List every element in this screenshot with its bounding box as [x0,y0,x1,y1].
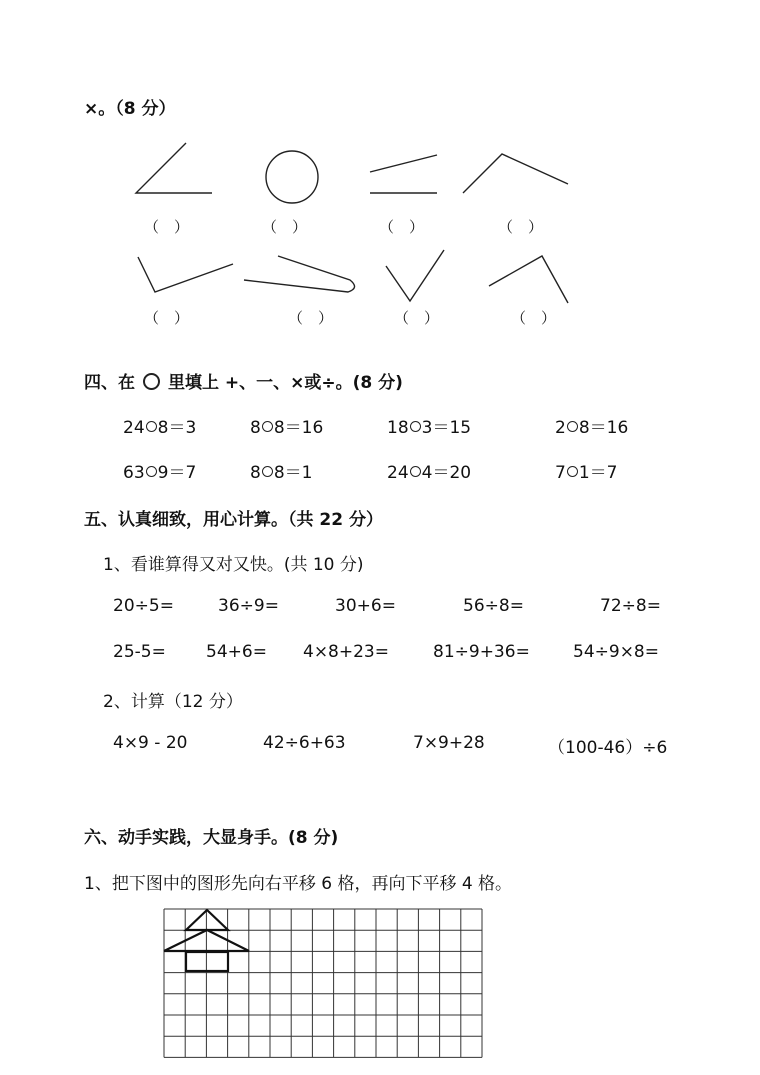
house-body-rect [186,952,228,971]
calc-7: 54+6= [206,642,267,662]
s4-equation-6: 8 8＝1 [250,463,313,483]
section6-task1: 1、把下图中的图形先向右平移 6 格，再向下平移 4 格。 [84,874,513,894]
calc-9: 81÷9+36= [433,642,530,662]
s4-equation-1: 24 8＝3 [123,418,197,438]
calc-6: 25-5= [113,642,166,662]
answer-paren-1[interactable]: （ ） [144,218,190,236]
s4-equation-4: 2 8＝16 [555,418,629,438]
section5-part2-title: 2、计算（12 分） [103,692,243,712]
s4-equation-5: 63 9＝7 [123,463,197,483]
calc-4: 56÷8= [463,596,524,616]
calc-3: 30+6= [335,596,396,616]
calc-12: 42÷6+63 [263,733,346,753]
calc-2: 36÷9= [218,596,279,616]
calc-5: 72÷8= [600,596,661,616]
calc-8: 4×8+23= [303,642,389,662]
calc-1: 20÷5= [113,596,174,616]
s4-equation-3: 18 3＝15 [387,418,472,438]
s4-equation-8: 7 1＝7 [555,463,618,483]
answer-paren-5[interactable]: （ ） [144,309,190,327]
section3-tail: ×。（8 分） [84,99,176,119]
s4-equation-7: 24 4＝20 [387,463,472,483]
section4-heading-pre: 四、在 [84,373,135,393]
answer-paren-2[interactable]: （ ） [262,218,308,236]
answer-paren-7[interactable]: （ ） [394,309,440,327]
answer-paren-8[interactable]: （ ） [511,309,557,327]
section4-heading-post: 里填上 +、一、×或÷。(8 分) [168,373,403,393]
answer-paren-6[interactable]: （ ） [288,309,334,327]
answer-paren-3[interactable]: （ ） [379,218,425,236]
calc-11: 4×9 - 20 [113,733,188,753]
s4-equation-2: 8 8＝16 [250,418,324,438]
calc-13: 7×9+28 [413,733,485,753]
section6-heading: 六、动手实践，大显身手。(8 分) [84,828,339,848]
section5-heading: 五、认真细致，用心计算。（共 22 分） [84,510,383,530]
house-top-triangle [186,910,228,930]
calc-14: （100-46）÷6 [548,738,668,758]
calc-10: 54÷9×8= [573,642,659,662]
answer-paren-4[interactable]: （ ） [498,218,544,236]
section5-part1-title: 1、看谁算得又对又快。(共 10 分) [103,555,364,575]
